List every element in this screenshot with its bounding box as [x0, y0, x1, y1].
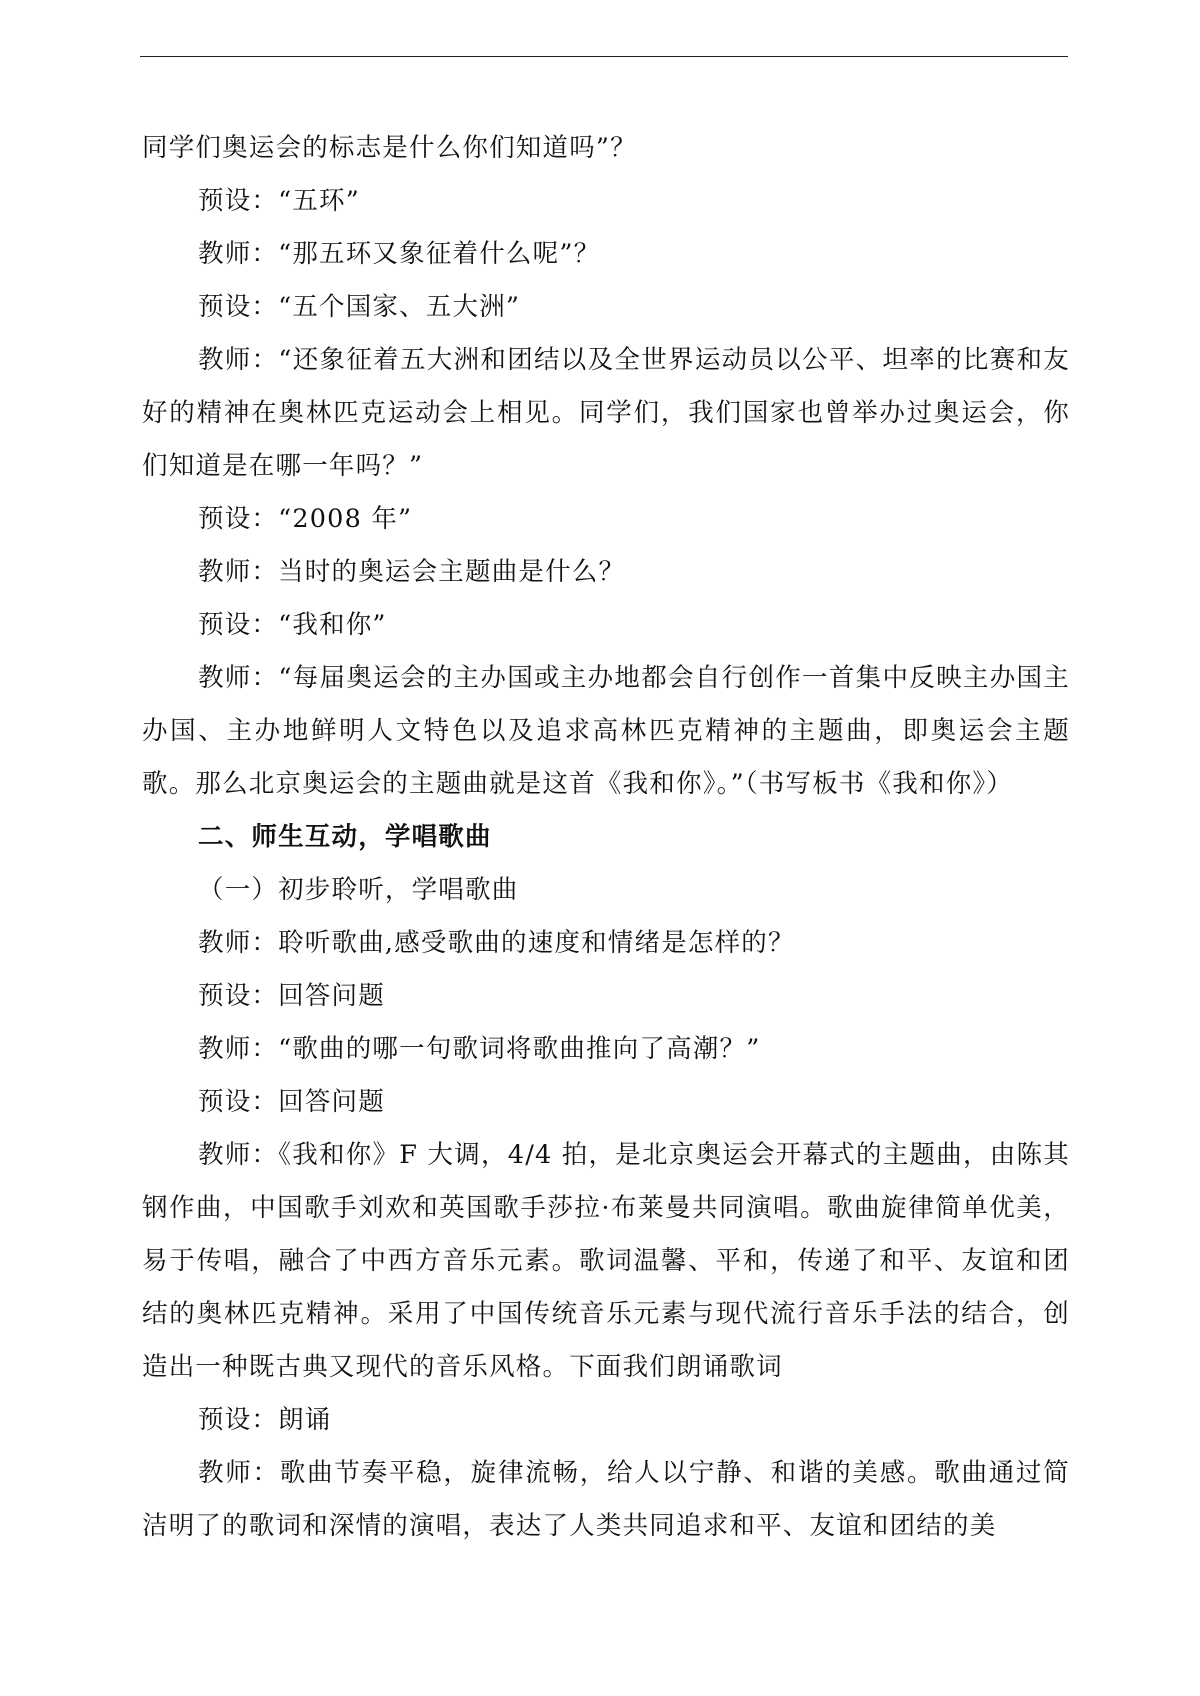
header-rule [140, 56, 1068, 57]
paragraph: 预设：“2008 年” [198, 504, 413, 534]
document-body [142, 122, 1070, 1553]
paragraph: 预设：回答问题 [198, 981, 385, 1011]
paragraph: 预设：“我和你” [198, 610, 387, 640]
paragraph: 同学们奥运会的标志是什么你们知道吗”？ [142, 133, 637, 163]
paragraph: 预设：“五个国家、五大洲” [198, 292, 521, 322]
paragraph: 教师：歌曲节奏平稳，旋律流畅，给人以宁静、和谐的美感。歌曲通过简洁明了的歌词和深情的演唱，表达了人类共同追求和平、友谊和团结的美 [142, 1458, 1070, 1541]
paragraph: 教师：“歌曲的哪一句歌词将歌曲推向了高潮？” [198, 1034, 761, 1064]
paragraph: 教师：“每届奥运会的主办国或主办地都会自行创作一首集中反映主办国主办国、主办地鲜明人文特色以及追求高林匹克精神的主题曲，即奥运会主题歌。那么北京奥运会的主题曲就是这首《我和你》。”（书写板书《我和你》） [142, 663, 1070, 799]
paragraph: 预设：朗诵 [198, 1405, 332, 1435]
paragraph: 预设：“五环” [198, 186, 360, 216]
section-heading: 二、师生互动，学唱歌曲 [198, 822, 492, 852]
paragraph: 预设：回答问题 [198, 1087, 385, 1117]
paragraph: 教师：“还象征着五大洲和团结以及全世界运动员以公平、坦率的比赛和友好的精神在奥林匹克运动会上相见。同学们，我们国家也曾举办过奥运会，你们知道是在哪一年吗？” [142, 345, 1070, 481]
paragraph: 教师：《我和你》F 大调，4/4 拍，是北京奥运会开幕式的主题曲，由陈其钢作曲，中国歌手刘欢和英国歌手莎拉·布莱曼共同演唱。歌曲旋律简单优美，易于传唱，融合了中西方音乐元素。歌词温馨、平和，传递了和平、友谊和团结的奥林匹克精神。采用了中国传统音乐元素与现代流行音乐手法的结合，创造出一种既古典又现代的音乐风格。下面我们朗诵歌词 [142, 1140, 1070, 1382]
paragraph: 教师：当时的奥运会主题曲是什么？ [198, 557, 626, 587]
subsection-heading: （一）初步聆听，学唱歌曲 [198, 875, 519, 905]
paragraph: 教师：聆听歌曲,感受歌曲的速度和情绪是怎样的？ [198, 928, 795, 958]
paragraph: 教师：“那五环又象征着什么呢”？ [198, 239, 601, 269]
